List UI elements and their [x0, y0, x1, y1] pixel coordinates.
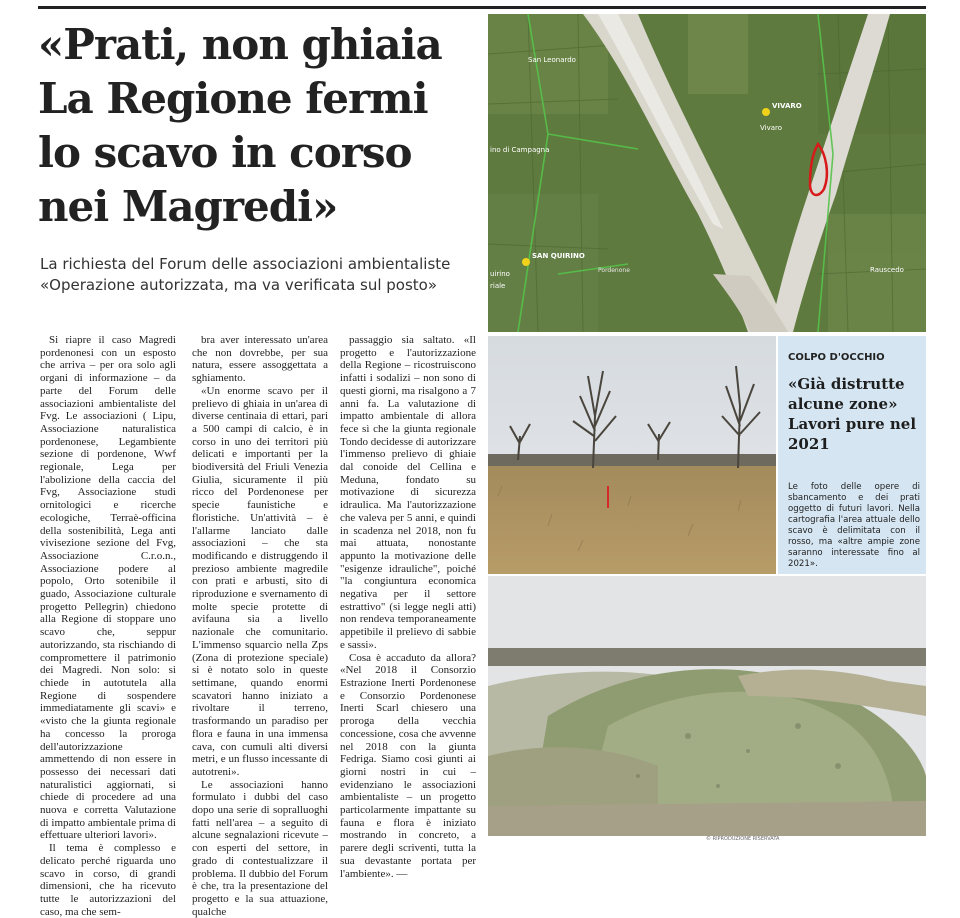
article-paragraph: Le associazioni hanno formulato i dubbi del caso dopo una serie di sopralluoghi fatti nell'area – a seguito di alcune segnalazioni ricevute – con esperti del settore, in grado di contestualizzare il problema. Il dubbio del Forum è che, tra la presentazione del progetto e la sua attuazione, qualche [192, 778, 328, 918]
headline-line: La Regione fermi [38, 74, 428, 123]
headline [38, 18, 478, 234]
sidebar-title: «Già distrutte alcune zone» Lavori pure nel 2021 [788, 375, 917, 453]
map-label: San Leonardo [528, 56, 576, 64]
gravel-mounds-photo [488, 576, 926, 836]
article-paragraph: Si riapre il caso Magredi pordenonesi con un esposto che arriva – per ora solo agli organi di informazione – da parte del Forum delle associazioni ambientaliste del Fvg. Le associazioni ( Lipu, Associazione naturalistica pordenonese, Legambiente sezione di pordenone, Wwf regionale, Lega per l'abolizione della caccia del Fvg, Associazione studi ornitologici e ricerche ecologiche, Terraè-officina della sostenibilità, Lega anti vivisezione sezione del Fvg, Associazione C.r.o.n., Associazione podere al popolo, Orto sotenibile il guado, Associazione culturale progetto Pellegrin) chiedono alla Regione di stoppare uno scavo che, seppur autorizzando, sta rischiando di compromettere il patrimonio dei Magredi. Non solo: si chiede in autotutela alla Regione di sospendere immediatamente gli scavi» e «visto che la giunta regionale ha concesso la proroga dell'autorizzazione ammettendo di non essere in possesso dei necessari dati naturalistici aggiornati, si chiede di procedere ad una nuova e corretta Valutazione di impatto ambientale prima di effettuare ulteriori lavori». [40, 334, 176, 842]
map-label: Rauscedo [870, 266, 904, 274]
article-column-1 [40, 334, 176, 918]
headline-line: «Prati, non ghiaia [38, 20, 442, 69]
article-paragraph: passaggio sia saltato. «Il progetto e l'autorizzazione della Regione – ricostruiscono infatti i sodalizi – non sono di questi giorni, ma risalgono a 7 anni fa. La valutazione di impatto ambientale di allora fece sì che la giunta regionale Tondo decidesse di autorizzare l'immenso prelievo di ghiaie dal conoide del Cellina e Meduna, fondato su motivazione di sicurezza idraulica. Ma l'autorizzazione che valeva per 5 anni, e quindi in scadenza nel 2018, non fu mai attuata, nonostante appunto la motivazione delle "esigenze idrauliche", poiché "la congiuntura economica negativa per il settore estrattivo" (si legge negli atti) non rendeva temporaneamente appetibile il prelievo di sabbie e sassi». [340, 334, 476, 651]
subhead-line: La richiesta del Forum delle associazioni ambientaliste [40, 255, 451, 273]
top-rule [38, 6, 926, 9]
sidebar-kicker: COLPO D'OCCHIO [788, 352, 885, 363]
article-column-3 [340, 334, 476, 880]
headline-line: lo scavo in corso [38, 128, 412, 177]
map-label: Pordenone [598, 267, 630, 274]
field-photo [488, 336, 776, 574]
map-label: Vivaro [760, 124, 783, 132]
article-paragraph: bra aver interessato un'area che non dovrebbe, per sua natura, essere assoggettata a sghiamento. [192, 334, 328, 385]
article-paragraph: Il tema è complesso e delicato perché riguarda uno scavo in corso, di grandi dimensioni, che ha ricevuto tutte le autorizzazioni del caso, ma che sem- [40, 842, 176, 918]
map-label: SAN QUIRINO [532, 252, 585, 260]
headline-line: nei Magredi» [38, 182, 338, 231]
map-label: riale [490, 282, 506, 290]
article-column-2 [192, 334, 328, 918]
article-paragraph: «Un enorme scavo per il prelievo di ghiaia in un'area di diverse centinaia di ettari, pari a 500 campi di calcio, è in corso in uno dei territori più delicati e importanti per la biodiversità del Friuli Venezia Giulia, sicuramente il più ricco del Pordenonese per specie faunistiche e floristiche. Un'attività – è l'allarme lanciato dalle associazioni – che sta modificando e distruggendo il prezioso ambiente magredile con prati e arbusti, sito di riproduzione e svernamento di molte specie protette di avifauna sia a livello nazionale che comunitario. L'immenso squarcio nella Zps (Zona di protezione speciale) si è notato solo in queste settimane, quando enormi scavatori hanno iniziato a rivoltare il terreno, trasformando un paradiso per flora e fauna in una immensa cava, con cumuli alti diversi metri, e un flusso incessante di autotreni». [192, 384, 328, 778]
sidebar-caption: Le foto delle opere di sbancamento e dei prati oggetto di futuri lavori. Nella cartografia l'area attuale dello scavo è delimitata con il rosso, ma «altre ampie zone saranno interessate fino al 2021». [788, 482, 920, 569]
sidebar-box [778, 336, 926, 574]
aerial-map-photo [488, 14, 926, 332]
map-label: ino di Campagna [490, 146, 550, 154]
copyright-note: © RIPRODUZIONE RISERVATA [706, 836, 780, 842]
map-label: VIVARO [772, 102, 802, 110]
subhead-line: «Operazione autorizzata, ma va verificata sul posto» [40, 276, 438, 294]
article-paragraph: Cosa è accaduto da allora? «Nel 2018 il Consorzio Estrazione Inerti Pordenonese e Consorzio Pordenonese Inerti Scarl chiesero una proroga della vecchia concessione, cosa che avvenne nel 2018 con la giunta Fedriga. Siamo così giunti ai giorni nostri in cui – evidenziano le associazioni ambientaliste – un progetto particolarmente impattante su fauna e flora è iniziato mostrando in concreto, a parere degli scriventi, tutta la sua devastante portata per l'ambiente». — [340, 651, 476, 880]
map-label: uirino [490, 270, 510, 278]
subheadline [40, 254, 480, 296]
